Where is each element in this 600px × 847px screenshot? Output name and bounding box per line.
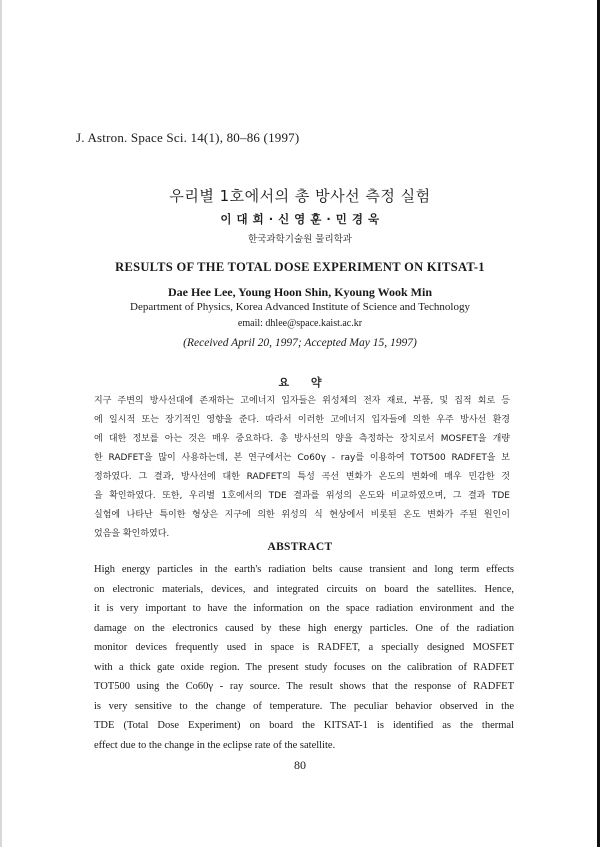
english-abstract-line: with a thick gate oxide region. The present study focuses on the calibration of RADFET [94, 661, 514, 673]
received-accepted-dates: (Received April 20, 1997; Accepted May 15, 1997) [183, 337, 417, 349]
english-abstract-line: damage on the electronics caused by these high energy particles. One of the radiation [94, 622, 514, 634]
korean-abstract-line: 었음을 확인하였다. [94, 529, 170, 539]
english-abstract-line: it is very important to have the information on the space radiation environment and the [94, 603, 514, 614]
page-number: 80 [294, 758, 306, 772]
english-abstract-line: monitor devices frequently used in space is RADFET, a specially designed MOSFET [94, 642, 514, 653]
korean-abstract-line: 에 대한 정보를 아는 것은 매우 중요하다. 총 방사선의 양을 측정하는 장치로서 MOSFET을 개량 [94, 434, 510, 444]
korean-abstract-line: 실험에 나타난 특이한 형상은 지구에 의한 위성의 식 현상에서 비롯된 온도 변화가 주된 원인이 [94, 510, 510, 520]
english-abstract [94, 560, 514, 755]
journal-citation: J. Astron. Space Sci. 14(1), 80–86 (1997) [76, 130, 300, 145]
english-abstract-line: effect due to the change in the eclipse rate of the satellite. [94, 739, 336, 751]
english-affiliation: Department of Physics, Korea Advanced Institute of Science and Technology [130, 301, 470, 313]
author-email: email: dhlee@space.kaist.ac.kr [237, 318, 363, 329]
korean-title: 우리별 1호에서의 총 방사선 측정 실험 [169, 187, 431, 205]
english-abstract-line: High energy particles in the earth's radiation belts cause transient and long term effects [94, 564, 514, 575]
korean-abstract-line: 을 확인하였다. 또한, 우리별 1호에서의 TDE 결과를 위성의 온도와 비교하였으며, 그 결과 TDE [94, 491, 510, 501]
korean-authors: 이 대 희 · 신 영 훈 · 민 경 욱 [220, 212, 380, 226]
korean-abstract-line: 에 일시적 또는 장기적인 영향을 준다. 따라서 이러한 고에너지 입자들에 의한 우주 방사선 환경 [94, 415, 510, 425]
korean-abstract-line: 정하였다. 그 결과, 방사선에 대한 RADFET의 특성 곡선 변화가 온도의 변화에 매우 민감한 것 [94, 472, 510, 482]
english-title: RESULTS OF THE TOTAL DOSE EXPERIMENT ON KITSAT-1 [115, 260, 485, 274]
korean-abstract-line: 지구 주변의 방사선대에 존재하는 고에너지 입자들은 위성체의 전자 재료, 부품, 및 집적 회로 등 [94, 396, 510, 406]
english-abstract-line: TOT500 using the Co60γ - ray source. The result shows that the response of RADFET [94, 681, 514, 692]
english-abstract-line: on electronic materials, devices, and integrated circuits on board the satellites. Hence, [94, 583, 514, 595]
english-abstract-line: is very sensitive to the change of temperature. The peculiar behavior observed in the [94, 700, 514, 712]
korean-affiliation: 한국과학기술원 물리학과 [248, 234, 352, 245]
english-abstract-line: TDE (Total Dose Experiment) on board the KITSAT-1 is identified as the thermal [94, 720, 514, 731]
english-abstract-heading: ABSTRACT [267, 541, 333, 553]
korean-abstract [94, 392, 510, 544]
korean-abstract-line: 한 RADFET을 많이 사용하는데, 본 연구에서는 Co60γ - ray를 이용하여 TOT500 RADFET을 보 [94, 453, 510, 463]
korean-abstract-heading: 요 약 [278, 376, 322, 389]
english-authors: Dae Hee Lee, Young Hoon Shin, Kyoung Wook Min [167, 285, 433, 299]
scan-edge-left [0, 0, 2, 847]
